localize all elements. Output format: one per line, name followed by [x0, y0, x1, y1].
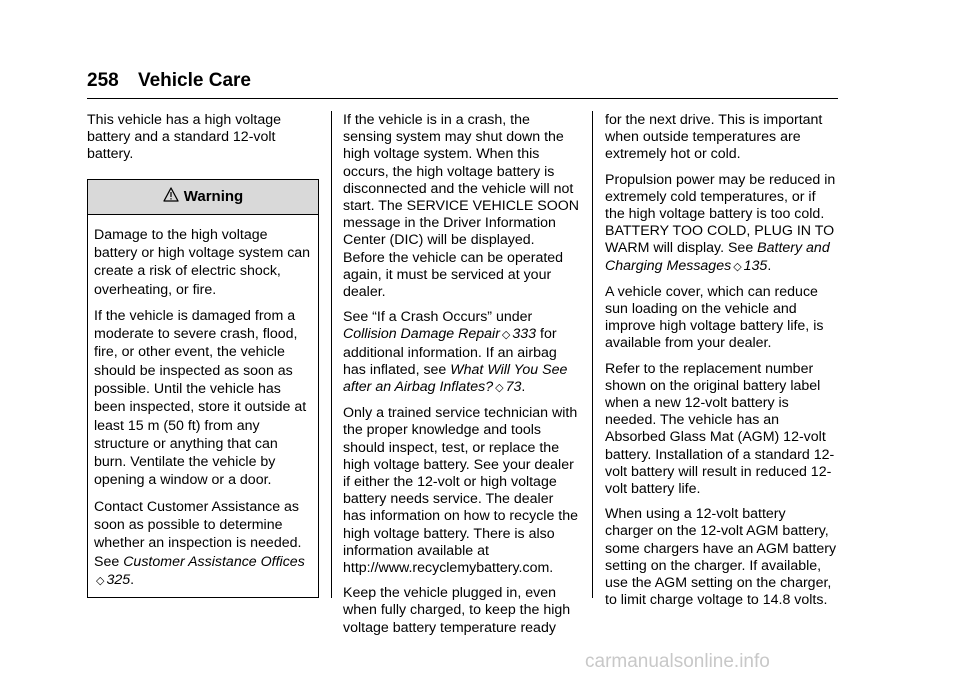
warning-title: Warning: [183, 188, 244, 205]
period: .: [130, 571, 135, 588]
customer-assistance-link[interactable]: Customer Assistance Offices: [123, 553, 305, 570]
page-header: [87, 70, 251, 92]
airbag-inflates-link[interactable]: What Will You See after an Airbag Inflates?: [343, 361, 568, 396]
page-ref-135[interactable]: 135: [743, 257, 768, 274]
warning-p3-text: Contact Customer Assistance as soon as possible to determine whether an inspection is needed. See: [94, 498, 302, 570]
page-ref-325[interactable]: 325: [106, 571, 131, 588]
header-rule: [87, 98, 838, 99]
watermark: carmanualsonline.info: [585, 651, 770, 672]
warning-box: [87, 179, 319, 599]
propulsion-paragraph: [605, 172, 837, 276]
column-3: [605, 112, 837, 617]
warning-paragraph-2: If the vehicle is damaged from a moderate to severe crash, flood, fire, or other event, the vehicle should be inspected as soon as possible. Until the vehicle has been inspected, store it outside at least 15 m (50 ft) from any structure or anything that can burn. Ventilate the vehicle by opening a window or a door.: [94, 307, 307, 489]
crash-paragraph: If the vehicle is in a crash, the sensing system may shut down the high voltage system. When this occurs, the high voltage battery is disconnected and the vehicle will not start. The SERVICE VEHICLE SOON message in the Driver Information Center (DIC) will be displayed. Before the vehicle can be operated again, it must be serviced at your dealer.: [343, 112, 580, 301]
column-divider-2: [592, 111, 593, 598]
vehicle-cover-paragraph: A vehicle cover, which can reduce sun loading on the vehicle and improve high voltage battery life, is available from your dealer.: [605, 283, 824, 352]
text-span: See “If a Crash Occurs” under: [343, 309, 533, 326]
page-ref-icon: ◇: [96, 574, 105, 587]
collision-damage-repair-link[interactable]: Collision Damage Repair: [343, 326, 500, 343]
page-ref-icon: ◇: [733, 260, 742, 273]
section-title: Vehicle Care: [137, 70, 252, 91]
column-1: [87, 112, 319, 598]
text-span: Propulsion power may be reduced in extremely cold temperatures, or if the high voltage battery is too cold. BATTERY TOO COLD, PLUG IN TO WARM will display. See: [605, 171, 836, 257]
warning-body: [88, 215, 318, 598]
column-divider-1: [331, 111, 332, 598]
technician-paragraph: Only a trained service technician with the proper knowledge and tools should inspect, test, or replace the high voltage battery. See your dealer if either the 12-volt or high voltage battery needs service. The dealer has information on how to recycle the high voltage battery. There is also information available at http://www.recyclemybattery.com.: [343, 405, 579, 577]
period: .: [521, 379, 526, 396]
next-drive-paragraph: for the next drive. This is important when outside temperatures are extremely hot or cold.: [605, 112, 823, 163]
page-ref-333[interactable]: 333: [512, 326, 537, 343]
warning-paragraph-3: [94, 498, 312, 590]
battery-charging-messages-link[interactable]: Battery and Charging Messages: [605, 240, 830, 274]
warning-header: [88, 180, 318, 215]
page-number: 258: [87, 70, 119, 91]
page-ref-icon: ◇: [495, 382, 504, 395]
intro-paragraph: This vehicle has a high voltage battery and a standard 12-volt battery.: [87, 112, 282, 163]
column-2: [343, 112, 579, 645]
warning-paragraph-1: Damage to the high voltage battery or high voltage system can create a risk of electric shock, overheating, or fire.: [94, 226, 311, 298]
replacement-paragraph: Refer to the replacement number shown on the original battery label when a new 12-volt battery is needed. The vehicle has an Absorbed Glass Mat (AGM) 12-volt battery. Installation of a standard 12-volt battery will result in reduced 12-volt battery life.: [605, 360, 835, 498]
plugged-in-paragraph: Keep the vehicle plugged in, even when fully charged, to keep the high voltage battery temperature ready: [343, 585, 571, 636]
charger-paragraph: When using a 12-volt battery charger on the 12-volt AGM battery, some chargers have an AGM battery setting on the charger. If available, use the AGM setting on the charger, to limit charge voltage to 14.8 volts.: [605, 506, 837, 609]
period: .: [767, 257, 772, 274]
text-span: for additional information. If an airbag has inflated, see: [343, 326, 557, 378]
page-ref-icon: ◇: [501, 329, 511, 342]
see-crash-paragraph: [343, 309, 579, 397]
warning-icon: [163, 187, 184, 206]
page-ref-73[interactable]: 73: [505, 379, 522, 396]
